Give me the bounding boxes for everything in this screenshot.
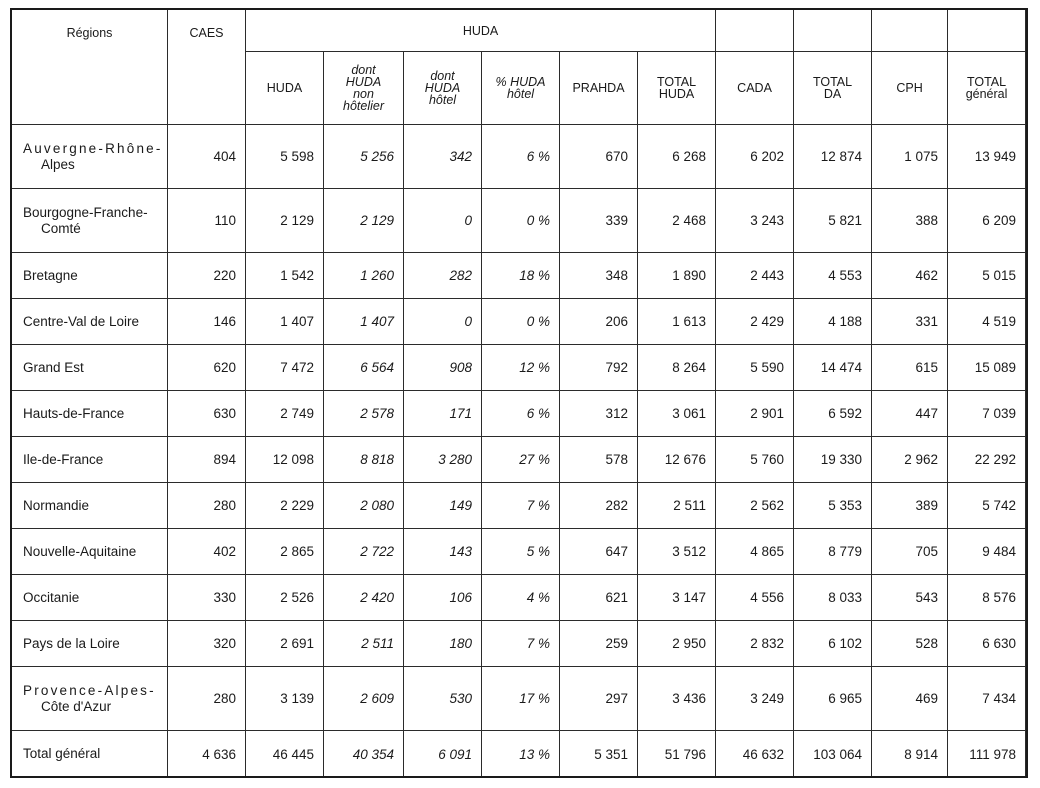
cell-total: 8 576 — [948, 575, 1026, 621]
region-cell — [12, 621, 168, 667]
cell-hotel: 171 — [404, 391, 482, 437]
cell-caes: 620 — [168, 345, 246, 391]
region-name: Occitanie — [23, 589, 80, 605]
cell-non-hotelier: 5 256 — [324, 125, 404, 189]
table-row — [12, 575, 1026, 621]
cell-caes: 894 — [168, 437, 246, 483]
cell-prahda: 578 — [560, 437, 638, 483]
region-name: Pays de la Loire — [23, 635, 120, 651]
cell-total-huda: 3 436 — [638, 667, 716, 731]
cell-caes: 330 — [168, 575, 246, 621]
cell-caes: 320 — [168, 621, 246, 667]
cell-total-da: 6 102 — [794, 621, 872, 667]
region-name: Auvergne-Rhône- — [23, 140, 163, 156]
cell-total-huda: 3 512 — [638, 529, 716, 575]
region-name: Ile-de-France — [23, 451, 104, 467]
total-cell-pct: 13 % — [482, 731, 560, 778]
cell-prahda: 348 — [560, 253, 638, 299]
cell-total-huda: 8 264 — [638, 345, 716, 391]
cell-non-hotelier: 2 420 — [324, 575, 404, 621]
header-line: DA — [823, 87, 842, 101]
header-line: TOTAL — [966, 75, 1007, 89]
cell-total-huda: 3 147 — [638, 575, 716, 621]
total-cell-huda: 46 445 — [246, 731, 324, 778]
cell-total-huda: 2 468 — [638, 189, 716, 253]
cell-hotel: 0 — [404, 189, 482, 253]
cell-hotel: 143 — [404, 529, 482, 575]
cell-prahda: 297 — [560, 667, 638, 731]
header-line: HUDA — [658, 87, 695, 101]
cell-total-da: 19 330 — [794, 437, 872, 483]
cell-cph: 615 — [872, 345, 948, 391]
cell-hotel: 149 — [404, 483, 482, 529]
cell-non-hotelier: 2 722 — [324, 529, 404, 575]
table-row — [12, 529, 1026, 575]
region-name: Grand Est — [23, 359, 84, 375]
header-dont-huda-hotel — [404, 52, 482, 125]
region-cell — [12, 125, 168, 189]
region-cell — [12, 529, 168, 575]
header-regions: Régions — [12, 10, 168, 125]
cell-pct: 7 % — [482, 621, 560, 667]
cell-total-da: 14 474 — [794, 345, 872, 391]
cell-total: 7 039 — [948, 391, 1026, 437]
header-line: HUDA — [424, 81, 461, 95]
total-label: Total général — [12, 731, 168, 778]
cell-hotel: 0 — [404, 299, 482, 345]
total-cell-cph: 8 914 — [872, 731, 948, 778]
cell-caes: 630 — [168, 391, 246, 437]
cell-huda: 1 542 — [246, 253, 324, 299]
cell-prahda: 259 — [560, 621, 638, 667]
region-name: Côte d'Azur — [41, 698, 112, 714]
cell-hotel: 282 — [404, 253, 482, 299]
total-cell-hotel: 6 091 — [404, 731, 482, 778]
region-name: Bretagne — [23, 267, 78, 283]
cell-non-hotelier: 2 080 — [324, 483, 404, 529]
cell-prahda: 670 — [560, 125, 638, 189]
region-name: Nouvelle-Aquitaine — [23, 543, 137, 559]
cell-non-hotelier: 8 818 — [324, 437, 404, 483]
cell-total-da: 12 874 — [794, 125, 872, 189]
cell-cada: 5 760 — [716, 437, 794, 483]
cell-cph: 2 962 — [872, 437, 948, 483]
cell-pct: 27 % — [482, 437, 560, 483]
cell-total: 15 089 — [948, 345, 1026, 391]
table-row — [12, 667, 1026, 731]
cell-pct: 0 % — [482, 299, 560, 345]
header-empty-3 — [872, 10, 948, 52]
cell-cph: 388 — [872, 189, 948, 253]
header-total-general — [948, 52, 1026, 125]
header-empty-2 — [794, 10, 872, 52]
cell-caes: 280 — [168, 667, 246, 731]
table-row — [12, 437, 1026, 483]
cell-total: 7 434 — [948, 667, 1026, 731]
cell-cada: 4 556 — [716, 575, 794, 621]
cell-prahda: 312 — [560, 391, 638, 437]
cell-total-da: 4 553 — [794, 253, 872, 299]
total-cell-prahda: 5 351 — [560, 731, 638, 778]
cell-cada: 2 443 — [716, 253, 794, 299]
cell-total-da: 5 821 — [794, 189, 872, 253]
cell-cph: 469 — [872, 667, 948, 731]
cell-pct: 12 % — [482, 345, 560, 391]
cell-caes: 110 — [168, 189, 246, 253]
cell-cada: 5 590 — [716, 345, 794, 391]
region-cell — [12, 667, 168, 731]
cell-total-huda: 2 511 — [638, 483, 716, 529]
cell-huda: 12 098 — [246, 437, 324, 483]
total-cell-total: 111 978 — [948, 731, 1026, 778]
cell-non-hotelier: 6 564 — [324, 345, 404, 391]
cell-pct: 17 % — [482, 667, 560, 731]
cell-prahda: 792 — [560, 345, 638, 391]
region-cell — [12, 437, 168, 483]
cell-pct: 5 % — [482, 529, 560, 575]
cell-total: 5 015 — [948, 253, 1026, 299]
region-cell — [12, 345, 168, 391]
cell-total-da: 5 353 — [794, 483, 872, 529]
cell-cada: 3 243 — [716, 189, 794, 253]
table-row — [12, 391, 1026, 437]
table-row — [12, 483, 1026, 529]
cell-huda: 2 691 — [246, 621, 324, 667]
cell-huda: 1 407 — [246, 299, 324, 345]
table-row — [12, 189, 1026, 253]
cell-cada: 2 901 — [716, 391, 794, 437]
cell-hotel: 342 — [404, 125, 482, 189]
cell-prahda: 339 — [560, 189, 638, 253]
cell-pct: 0 % — [482, 189, 560, 253]
cell-cada: 3 249 — [716, 667, 794, 731]
cell-hotel: 908 — [404, 345, 482, 391]
cell-caes: 220 — [168, 253, 246, 299]
total-cell-total-da: 103 064 — [794, 731, 872, 778]
cell-hotel: 106 — [404, 575, 482, 621]
cell-prahda: 206 — [560, 299, 638, 345]
cell-total-da: 4 188 — [794, 299, 872, 345]
region-cell — [12, 575, 168, 621]
region-cell — [12, 253, 168, 299]
cell-total-huda: 1 890 — [638, 253, 716, 299]
cell-total-huda: 12 676 — [638, 437, 716, 483]
region-name: Bourgogne-Franche- — [23, 204, 148, 220]
header-cada: CADA — [716, 52, 794, 125]
total-cell-caes: 4 636 — [168, 731, 246, 778]
cell-cph: 462 — [872, 253, 948, 299]
cell-cph: 389 — [872, 483, 948, 529]
cell-total-da: 6 592 — [794, 391, 872, 437]
region-name: Centre-Val de Loire — [23, 313, 140, 329]
cell-huda: 5 598 — [246, 125, 324, 189]
table-row — [12, 253, 1026, 299]
cell-cph: 447 — [872, 391, 948, 437]
header-line: dont — [430, 69, 455, 83]
cell-huda: 2 129 — [246, 189, 324, 253]
cell-pct: 18 % — [482, 253, 560, 299]
cell-huda: 7 472 — [246, 345, 324, 391]
cell-total-huda: 1 613 — [638, 299, 716, 345]
table-row — [12, 345, 1026, 391]
header-line: TOTAL — [656, 75, 697, 89]
cell-non-hotelier: 1 260 — [324, 253, 404, 299]
header-total-da — [794, 52, 872, 125]
cell-caes: 146 — [168, 299, 246, 345]
cell-non-hotelier: 2 129 — [324, 189, 404, 253]
header-cph: CPH — [872, 52, 948, 125]
cell-huda: 2 526 — [246, 575, 324, 621]
cell-cph: 705 — [872, 529, 948, 575]
table-row — [12, 621, 1026, 667]
header-prahda: PRAHDA — [560, 52, 638, 125]
total-cell-total-huda: 51 796 — [638, 731, 716, 778]
cell-cada: 2 562 — [716, 483, 794, 529]
cell-cada: 2 429 — [716, 299, 794, 345]
region-cell — [12, 483, 168, 529]
cell-cph: 331 — [872, 299, 948, 345]
cell-cada: 4 865 — [716, 529, 794, 575]
regional-capacity-table — [11, 9, 1026, 778]
region-name: Alpes — [41, 156, 75, 172]
cell-total-huda: 6 268 — [638, 125, 716, 189]
cell-caes: 402 — [168, 529, 246, 575]
cell-total: 9 484 — [948, 529, 1026, 575]
region-name: Normandie — [23, 497, 90, 513]
cell-huda: 2 229 — [246, 483, 324, 529]
region-cell — [12, 189, 168, 253]
cell-total: 6 630 — [948, 621, 1026, 667]
cell-cph: 543 — [872, 575, 948, 621]
total-cell-cada: 46 632 — [716, 731, 794, 778]
cell-total: 22 292 — [948, 437, 1026, 483]
header-line: hôtel — [506, 87, 535, 101]
cell-total: 13 949 — [948, 125, 1026, 189]
header-line: hôtel — [428, 93, 457, 107]
table-row — [12, 299, 1026, 345]
cell-pct: 4 % — [482, 575, 560, 621]
cell-total: 4 519 — [948, 299, 1026, 345]
header-line: TOTAL — [812, 75, 853, 89]
cell-non-hotelier: 2 511 — [324, 621, 404, 667]
cell-cada: 6 202 — [716, 125, 794, 189]
cell-hotel: 3 280 — [404, 437, 482, 483]
cell-pct: 6 % — [482, 391, 560, 437]
cell-non-hotelier: 2 578 — [324, 391, 404, 437]
header-line: dont — [351, 63, 376, 77]
region-name: Comté — [41, 220, 81, 236]
cell-total-da: 8 033 — [794, 575, 872, 621]
cell-prahda: 647 — [560, 529, 638, 575]
cell-hotel: 180 — [404, 621, 482, 667]
table-row — [12, 125, 1026, 189]
cell-non-hotelier: 1 407 — [324, 299, 404, 345]
cell-caes: 280 — [168, 483, 246, 529]
cell-huda: 2 749 — [246, 391, 324, 437]
region-cell — [12, 391, 168, 437]
header-caes: CAES — [168, 10, 246, 125]
cell-prahda: 282 — [560, 483, 638, 529]
header-total-huda — [638, 52, 716, 125]
cell-total: 5 742 — [948, 483, 1026, 529]
header-huda: HUDA — [246, 52, 324, 125]
header-huda-group: HUDA — [246, 10, 716, 52]
cell-hotel: 530 — [404, 667, 482, 731]
total-cell-non-hotelier: 40 354 — [324, 731, 404, 778]
cell-total: 6 209 — [948, 189, 1026, 253]
header-dont-huda-non-hotelier — [324, 52, 404, 125]
table-body — [12, 125, 1026, 778]
region-name: Provence-Alpes- — [23, 682, 156, 698]
header-line: général — [965, 87, 1008, 101]
cell-pct: 6 % — [482, 125, 560, 189]
header-pct-huda-hotel — [482, 52, 560, 125]
cell-huda: 2 865 — [246, 529, 324, 575]
cell-huda: 3 139 — [246, 667, 324, 731]
cell-pct: 7 % — [482, 483, 560, 529]
header-line: non — [353, 87, 374, 101]
cell-caes: 404 — [168, 125, 246, 189]
cell-non-hotelier: 2 609 — [324, 667, 404, 731]
header-line: % HUDA — [495, 75, 546, 89]
cell-cph: 528 — [872, 621, 948, 667]
cell-total-da: 8 779 — [794, 529, 872, 575]
total-row — [12, 731, 1026, 778]
cell-prahda: 621 — [560, 575, 638, 621]
header-line: HUDA — [345, 75, 382, 89]
header-line: hôtelier — [343, 99, 384, 113]
header-empty-4 — [948, 10, 1026, 52]
cell-total-huda: 2 950 — [638, 621, 716, 667]
region-name: Hauts-de-France — [23, 405, 125, 421]
cell-total-huda: 3 061 — [638, 391, 716, 437]
header-empty-1 — [716, 10, 794, 52]
region-cell — [12, 299, 168, 345]
cell-cada: 2 832 — [716, 621, 794, 667]
cell-cph: 1 075 — [872, 125, 948, 189]
cell-total-da: 6 965 — [794, 667, 872, 731]
